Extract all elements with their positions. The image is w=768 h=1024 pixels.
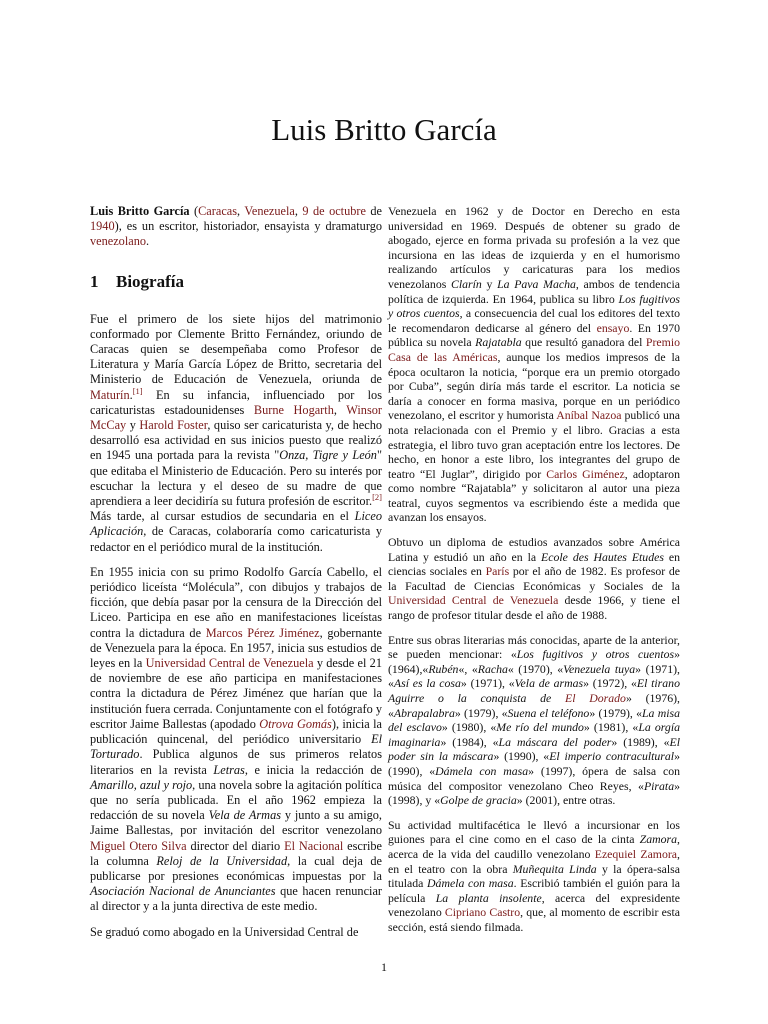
link-el-nacional[interactable]: El Nacional xyxy=(284,838,344,853)
section-heading-biografia: 1 Biografía xyxy=(90,271,184,291)
paragraph-university: En 1955 inicia con su primo Rodolfo García Cabello, el periódico liceísta “Molécula”, con dibujos y trabajos de ficción, que debía pasar por la censura de la Dirección del Liceo. Participa en ese año en manifestaciones liceístas contra la dictadura de Marcos Pérez Jiménez, gobernante de Venezuela para la época. En 1957, inicia sus estudios de leyes en la Universidad Central de Venezuela y desde el 21 de noviembre de ese año participa en manifestaciones contra la dictadura de Pérez Jiménez que harían que la institución fuera cerrada. Conjuntamente con el fotógrafo y escritor Jaime Ballestas (apodado Otrova Gomás), inicia la publicación quincenal, del periódico universitario El Torturado. Publica algunos de sus primeros relatos literarios en la revista Letras, e inicia la redacción de Amarillo, azul y rojo, una novela sobre la agitación política que no sería publicada. En el año 1962 empieza la redacción de su novela Vela de Armas y junto a su amigo, Jaime Ballestas, por invitación del escritor venezolano Miguel Otero Silva director del diario El Nacional escribe la columna Reloj de la Universidad, la cual deja de publicarse por presiones económicas impuestas por la Asociación Nacional de Anunciantes que hacen renunciar al director y a la junta directiva de este medio. xyxy=(90,564,383,914)
link-carlos-gimenez[interactable]: Carlos Giménez xyxy=(546,466,625,481)
left-column xyxy=(90,204,382,950)
link-ucv-2[interactable]: Universidad Central de Venezuela xyxy=(388,593,559,608)
right-column xyxy=(388,204,680,945)
link-caracas[interactable]: Caracas xyxy=(198,204,238,218)
link-marcos-perez-jimenez[interactable]: Marcos Pérez Jiménez xyxy=(205,625,320,640)
link-miguel-otero-silva[interactable]: Miguel Otero Silva xyxy=(90,838,187,853)
link-burne-hogarth[interactable]: Burne Hogarth xyxy=(253,402,334,417)
link-maturin[interactable]: Maturín xyxy=(90,387,130,402)
link-otrova-gomas[interactable]: Otrova Gomás xyxy=(259,716,332,731)
paragraph-career-start: Se graduó como abogado en la Universidad Central de xyxy=(90,924,359,939)
paragraph-career-start-continued: Venezuela en 1962 y de Doctor en Derecho en esta universidad en 1969. Después de obtener su grado de abogado, ejerce en forma privada su profesión a la vez que incursiona en las ideas de izquierda y en el humorismo realizando artículos y caricaturas para los medios venezolanos Clarín y La Pava Macha, ambos de tendencia política de izquierda. En 1964, publica su libro Los fugitivos y otros cuentos, a consecuencia del cual los editores del texto le recomendaron dedicarse al género del ensayo. En 1970 pública su novela Rajatabla que resultó ganadora del Premio Casa de las Américas, aunque los medios impresos de la época ocultaron la noticia, “porque era un premio otorgado por Cuba”, según diría más tarde el escritor. La noticia se daría a conocer en forma masiva, porque en un periódico venezolano, el escritor y humorista Aníbal Nazoa publicó una nota relacionada con el Premio y el libro. Gracias a esta estrategia, el libro tuvo gran aceptación entre los lectores. De hecho, en honor a este libro, los integrantes del grupo de teatro “El Juglar”, dirigido por Carlos Giménez, adoptaron como nombre “Rajatabla” y solicitaron al autor una pieza teatral, cuyos segmentos va escribiendo éste a medida que avanzan los ensayos. xyxy=(388,204,680,525)
link-winsor-mccay[interactable]: Winsor McCay xyxy=(90,402,382,433)
paragraph-works: Entre sus obras literarias más conocidas, aparte de la anterior, se pueden mencionar: «Los fugitivos y otros cuentos» (1964),«Rubén«, «Racha« (1970), «Venezuela tuya» (1971), «Así es la cosa» (1971), «Vela de armas» (1972), «El tirano Aguirre o la conquista de El Dorado» (1976), «Abrapalabra» (1979), «Suena el teléfono» (1979), «La misa del esclavo» (1980), «Me río del mundo» (1981), «La orgía imaginaria» (1984), «La máscara del poder» (1989), «El poder sin la máscara» (1990), «El imperio contracultural» (1990), «Dámela con masa» (1997), ópera de salsa con música del compositor venezolano Cheo Reyes, «Pirata» (1998), y «Golpe de gracia» (2001), entre otras. xyxy=(388,632,681,808)
link-ensayo[interactable]: ensayo xyxy=(596,320,630,335)
link-cipriano-castro[interactable]: Cipriano Castro xyxy=(444,905,521,920)
link-anibal-nazoa[interactable]: Aníbal Nazoa xyxy=(556,408,622,423)
link-venezuela[interactable]: Venezuela xyxy=(244,204,295,218)
reference-1[interactable]: [1] xyxy=(132,385,143,396)
link-premio-casa-americas[interactable]: Premio Casa de las Américas xyxy=(388,335,680,364)
paragraph-studies: Obtuvo un diploma de estudios avanzados sobre América Latina y estudió un año en la Ecole des Hautes Etudes en ciencias sociales en París por el año de 1982. Es profesor de la Facultad de Ciencias Económicas y Sociales de la Universidad Central de Venezuela desde 1966, y tiene el rango de profesor titular desde el año de 1988. xyxy=(388,535,680,623)
link-ucv[interactable]: Universidad Central de Venezuela xyxy=(145,656,314,671)
subject-name: Luis Britto García xyxy=(90,204,190,218)
reference-2[interactable]: [2] xyxy=(372,491,382,502)
link-ezequiel-zamora[interactable]: Ezequiel Zamora xyxy=(594,846,678,861)
intro-paragraph: Luis Britto García (Caracas, Venezuela, 9 de octubre de 1940), es un escritor, historiador, ensayista y dramaturgo venezolano. xyxy=(90,204,383,249)
link-birth-year[interactable]: 1940 xyxy=(90,219,115,234)
link-birth-date[interactable]: 9 de octubre xyxy=(302,204,366,218)
page-number: 1 xyxy=(381,960,387,974)
link-el-dorado[interactable]: El Dorado xyxy=(565,691,626,705)
link-harold-foster[interactable]: Harold Foster xyxy=(139,418,208,433)
link-paris[interactable]: París xyxy=(485,564,510,579)
page-title: Luis Britto García xyxy=(271,112,497,147)
paragraph-childhood: Fue el primero de los siete hijos del matrimonio conformado por Clemente Britto Fernández, oriundo de Caracas quien se desempeñaba como Profesor de Literatura y María García López de Britto, secretaria del Ministerio de Educación de Venezuela, oriunda de Maturín.[1] En su infancia, influenciado por los caricaturistas estadounidenses Burne Hogarth, Winsor McCay y Harold Foster, quiso ser caricaturista y, de hecho desarrolló esa actividad en sus inicios puesto que realizó en 1945 una portada para la revista "Onza, Tigre y León" que editaba el Ministerio de Educación. Pero su interés por escuchar la lectura y el deseo de su madre de que aprendiera a leer decidiría su futura profesión de escritor.[2] Más tarde, al cursar estudios de secundaria en el Liceo Aplicación, de Caracas, colaboraría como caricaturista y redactor en el periódico mural de la institución. xyxy=(90,311,382,554)
paragraph-film: Su actividad multifacética le llevó a incursionar en los guiones para el cine como en el caso de la cinta Zamora, acerca de la vida del caudillo venezolano Ezequiel Zamora, en el teatro con la obra Muñequita Linda y la ópera-salsa titulada Dámela con masa. Escribió también el guión para la película La planta insolente, acerca del expresidente venezolano Cipriano Castro, que, al momento de escribir esta sección, está siendo filmada. xyxy=(388,817,680,934)
link-venezolano[interactable]: venezolano xyxy=(90,234,146,249)
